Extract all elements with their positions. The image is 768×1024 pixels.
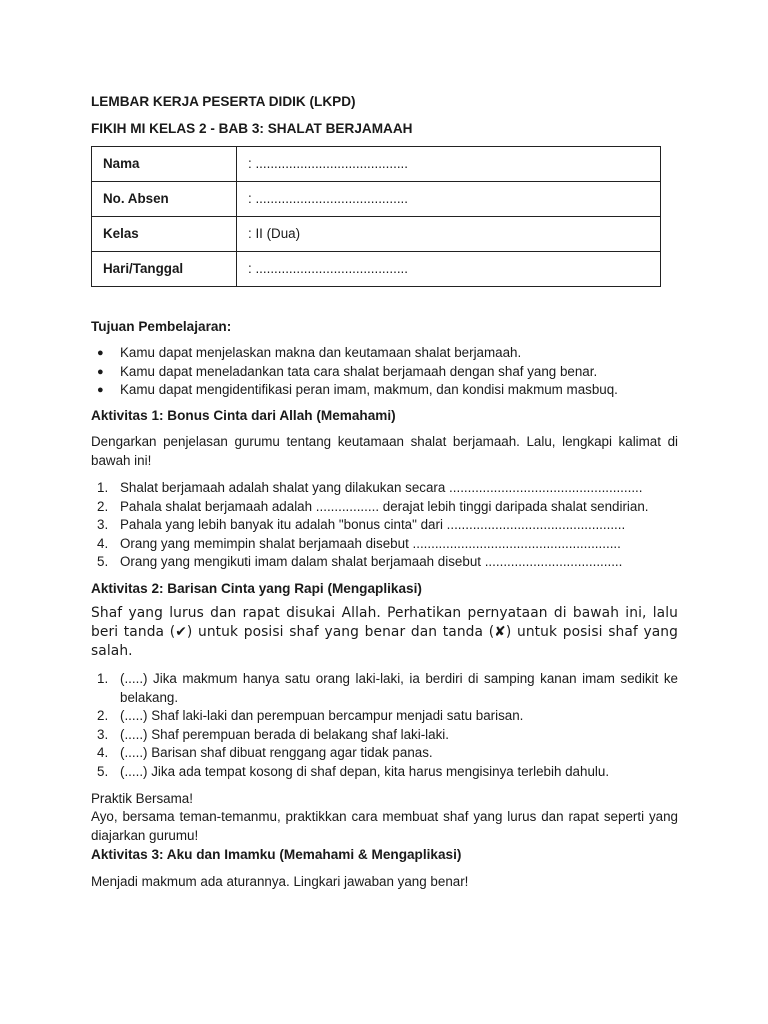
list-item[interactable]: 5. (.....) Jika ada tempat kosong di shaf depan, kita harus mengisinya terlebih dahulu. [97, 763, 610, 779]
tanggal-field[interactable]: : ......................................... [237, 252, 661, 287]
tanggal-label: Hari/Tanggal [92, 252, 237, 287]
table-row [92, 147, 661, 182]
list-item: ● Kamu dapat menjelaskan makna dan keutamaan shalat berjamaah. [91, 344, 678, 363]
activity1-list [91, 479, 678, 572]
list-item[interactable]: 4. Orang yang memimpin shalat berjamaah disebut ........................................................ [97, 535, 621, 551]
activity3-instruction: Menjadi makmum ada aturannya. Lingkari jawaban yang benar! [91, 874, 469, 889]
practice-heading: Praktik Bersama! [91, 791, 193, 806]
list-item[interactable]: 2. Pahala shalat berjamaah adalah ................. derajat lebih tinggi daripada shalat sendirian. [97, 498, 649, 514]
bullet-icon: ● [97, 384, 104, 396]
nama-label: Nama [92, 147, 237, 182]
bullet-icon: ● [97, 347, 104, 359]
kelas-label: Kelas [92, 217, 237, 252]
list-item: ● Kamu dapat mengidentifikasi peran imam, makmum, dan kondisi makmum masbuq. [91, 381, 678, 400]
list-item[interactable]: 5. Orang yang mengikuti imam dalam shalat berjamaah disebut ..................................... [97, 554, 623, 569]
table-row [92, 252, 661, 287]
list-item[interactable]: 1. Shalat berjamaah adalah shalat yang dilakukan secara .................................................... [97, 480, 643, 495]
absen-field[interactable]: : ......................................... [237, 182, 661, 217]
list-item: ● Kamu dapat meneladankan tata cara shalat berjamaah dengan shaf yang benar. [91, 363, 678, 382]
absen-label: No. Absen [92, 182, 237, 217]
activity2-heading: Aktivitas 2: Barisan Cinta yang Rapi (Mengaplikasi) [91, 581, 422, 596]
list-item[interactable]: 3. (.....) Shaf perempuan berada di belakang shaf laki-laki. [97, 726, 449, 742]
page-title: LEMBAR KERJA PESERTA DIDIK (LKPD) [91, 94, 356, 109]
activity2-instruction: Shaf yang lurus dan rapat disukai Allah. Perhatikan pernyataan di bawah ini, lalu beri tanda (✔) untuk posisi shaf yang benar dan tanda (✘) untuk posisi shaf yang salah. [91, 605, 678, 659]
activity2-list [91, 670, 678, 781]
kelas-value: : II (Dua) [237, 217, 661, 252]
activity1-heading: Aktivitas 1: Bonus Cinta dari Allah (Memahami) [91, 408, 396, 423]
table-row [92, 182, 661, 217]
table-row [92, 217, 661, 252]
practice-text: Ayo, bersama teman-temanmu, praktikkan cara membuat shaf yang lurus dan rapat seperti yang diajarkan gurumu! [91, 809, 678, 843]
objectives-list [91, 344, 678, 400]
list-item[interactable]: 4. (.....) Barisan shaf dibuat renggang agar tidak panas. [97, 745, 433, 760]
identity-table [91, 146, 661, 287]
list-item[interactable]: 1. (.....) Jika makmum hanya satu orang laki-laki, ia berdiri di samping kanan imam sedikit ke belakang. [97, 671, 678, 705]
list-item[interactable]: 2. (.....) Shaf laki-laki dan perempuan bercampur menjadi satu barisan. [97, 708, 524, 723]
activity3-heading: Aktivitas 3: Aku dan Imamku (Memahami & Mengaplikasi) [91, 847, 462, 862]
bullet-icon: ● [97, 365, 104, 378]
nama-field[interactable]: : ......................................... [237, 147, 661, 182]
activity1-instruction: Dengarkan penjelasan gurumu tentang keutamaan shalat berjamaah. Lalu, lengkapi kalimat di bawah ini! [91, 434, 678, 468]
page-subtitle: FIKIH MI KELAS 2 - BAB 3: SHALAT BERJAMAAH [91, 121, 413, 136]
list-item[interactable]: 3. Pahala yang lebih banyak itu adalah "bonus cinta" dari ................................................ [97, 517, 626, 532]
objectives-heading: Tujuan Pembelajaran: [91, 319, 232, 334]
